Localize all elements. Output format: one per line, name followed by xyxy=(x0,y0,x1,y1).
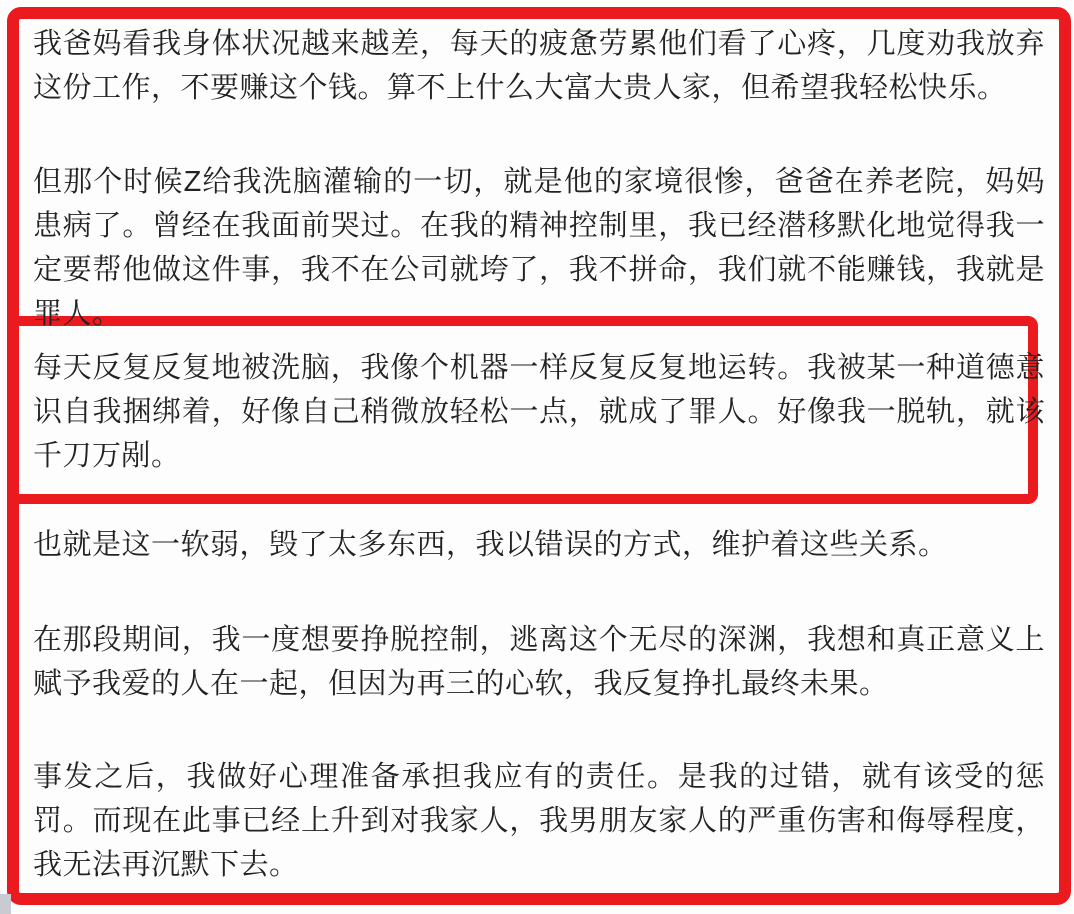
paragraph-final-statement: 事发之后，我做好心理准备承担我应有的责任。是我的过错，就有该受的惩罚。而现在此事已经上升到对我家人，我男朋友家人的严重伤害和侮辱程度，我无法再沉默下去。 xyxy=(33,761,1045,881)
paragraph-parents-concern: 我爸妈看我身体状况越来越差，每天的疲惫劳累他们看了心疼，几度劝我放弃这份工作，不要赚这个钱。算不上什么大富大贵人家，但希望我轻松快乐。 xyxy=(33,28,1045,104)
paragraph-brainwash-background: 但那个时候Z给我洗脑灌输的一切，就是他的家境很惨，爸爸在养老院，妈妈患病了。曾经在我面前哭过。在我的精神控制里，我已经潜移默化地觉得我一定要帮他做这件事，我不在公司就垮了，我不拼命，我们就不能赚钱，我就是罪人。 xyxy=(33,166,1045,330)
paragraph-highlighted-machine: 每天反复反复地被洗脑，我像个机器一样反复反复地运转。我被某一种道德意识自我捆绑着，好像自己稍微放轻松一点，就成了罪人。好像我一脱轨，就该千刀万剐。 xyxy=(33,352,1045,472)
paragraph-weakness: 也就是这一软弱，毁了太多东西，我以错误的方式，维护着这些关系。 xyxy=(33,529,948,561)
bottom-left-artifact xyxy=(0,894,11,914)
paragraph-escape-attempt: 在那段期间，我一度想要挣脱控制，逃离这个无尽的深渊，我想和真正意义上赋予我爱的人在一起，但因为再三的心软，我反复挣扎最终未果。 xyxy=(33,624,1045,700)
